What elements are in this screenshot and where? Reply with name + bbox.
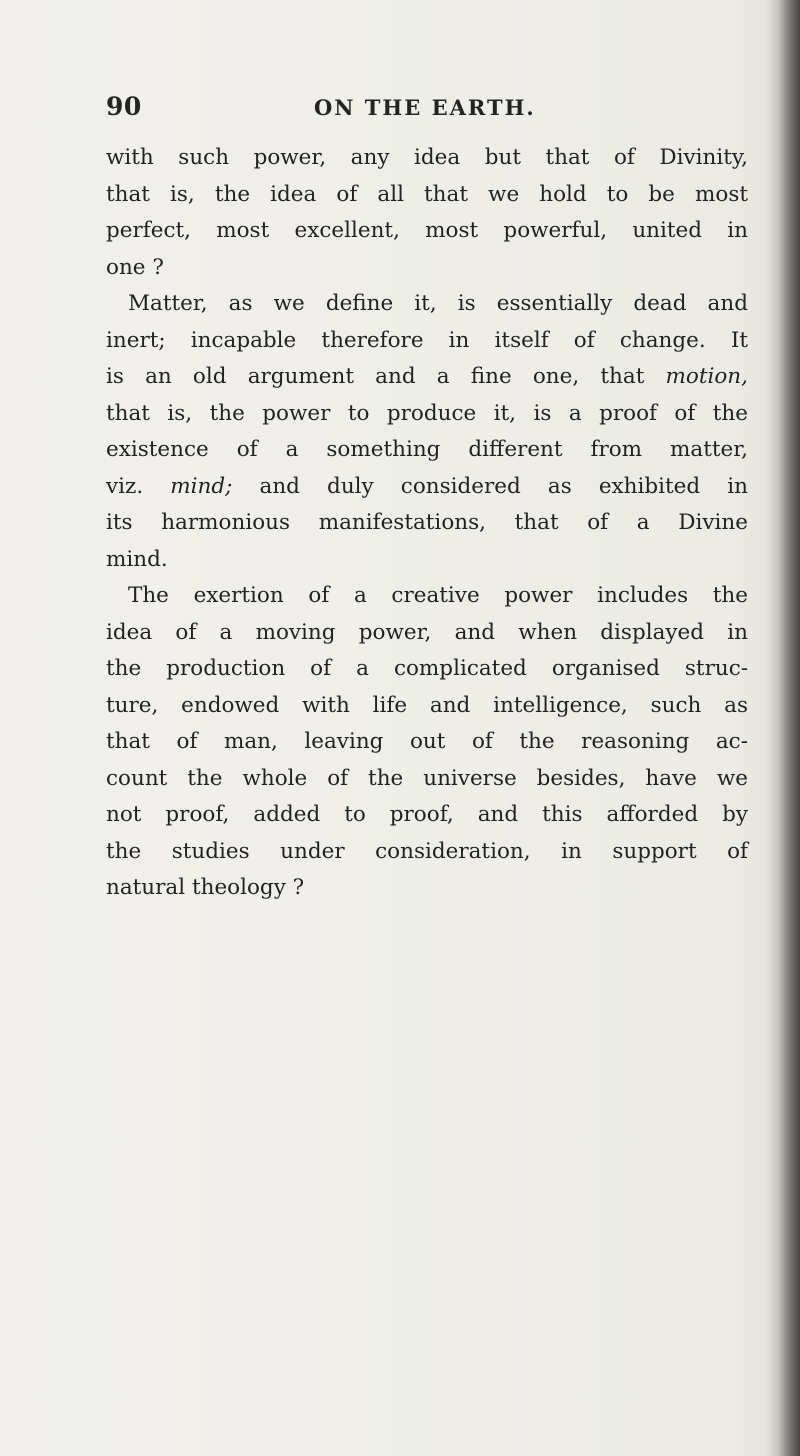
paragraph-1 [106,140,748,286]
text-line: with such power, any idea but that of Divinity, [106,145,748,170]
text-segment: and duly considered as exhibited in [232,473,748,499]
page-binding-edge [766,0,800,1456]
page-number: 90 [106,92,142,121]
page-header [106,92,748,132]
text-line: idea of a moving power, and when displayed in [106,619,748,645]
italic-word-mind: mind; [170,473,233,499]
text-line: existence of a something different from matter, [106,437,748,462]
text-line: inert; incapable therefore in itself of change. It [106,327,748,353]
text-line: not proof, added to proof, and this afforded by [106,802,748,827]
italic-word-motion: motion, [665,364,748,389]
running-head: ON THE EARTH. [314,95,536,120]
text-line: its harmonious manifestations, that of a Divine [106,510,748,535]
text-line [106,469,748,506]
paragraph-2 [106,286,748,578]
text-line: natural theology ? [106,875,305,900]
text-line: count the whole of the universe besides, have we [106,765,748,791]
text-line [106,359,748,396]
text-line: that is, the idea of all that we hold to be most [106,181,748,207]
text-line: Matter, as we define it, is essentially dead and [128,291,748,316]
text-segment: is an old argument and a fine one, that [106,364,666,389]
text-line: ture, endowed with life and intelligence, such as [106,692,748,718]
text-segment: viz. [106,473,171,499]
text-line: the production of a complicated organised struc- [106,656,748,681]
paragraph-3 [106,578,748,907]
text-line: that of man, leaving out of the reasoning ac- [106,729,748,754]
body-text [106,140,748,907]
text-line: perfect, most excellent, most powerful, united in [106,218,748,243]
text-line: the studies under consideration, in support of [106,838,748,864]
text-line: that is, the power to produce it, is a proof of the [106,400,748,426]
text-line: The exertion of a creative power includes the [128,583,748,608]
text-line: mind. [106,546,168,572]
text-line: one ? [106,254,164,280]
